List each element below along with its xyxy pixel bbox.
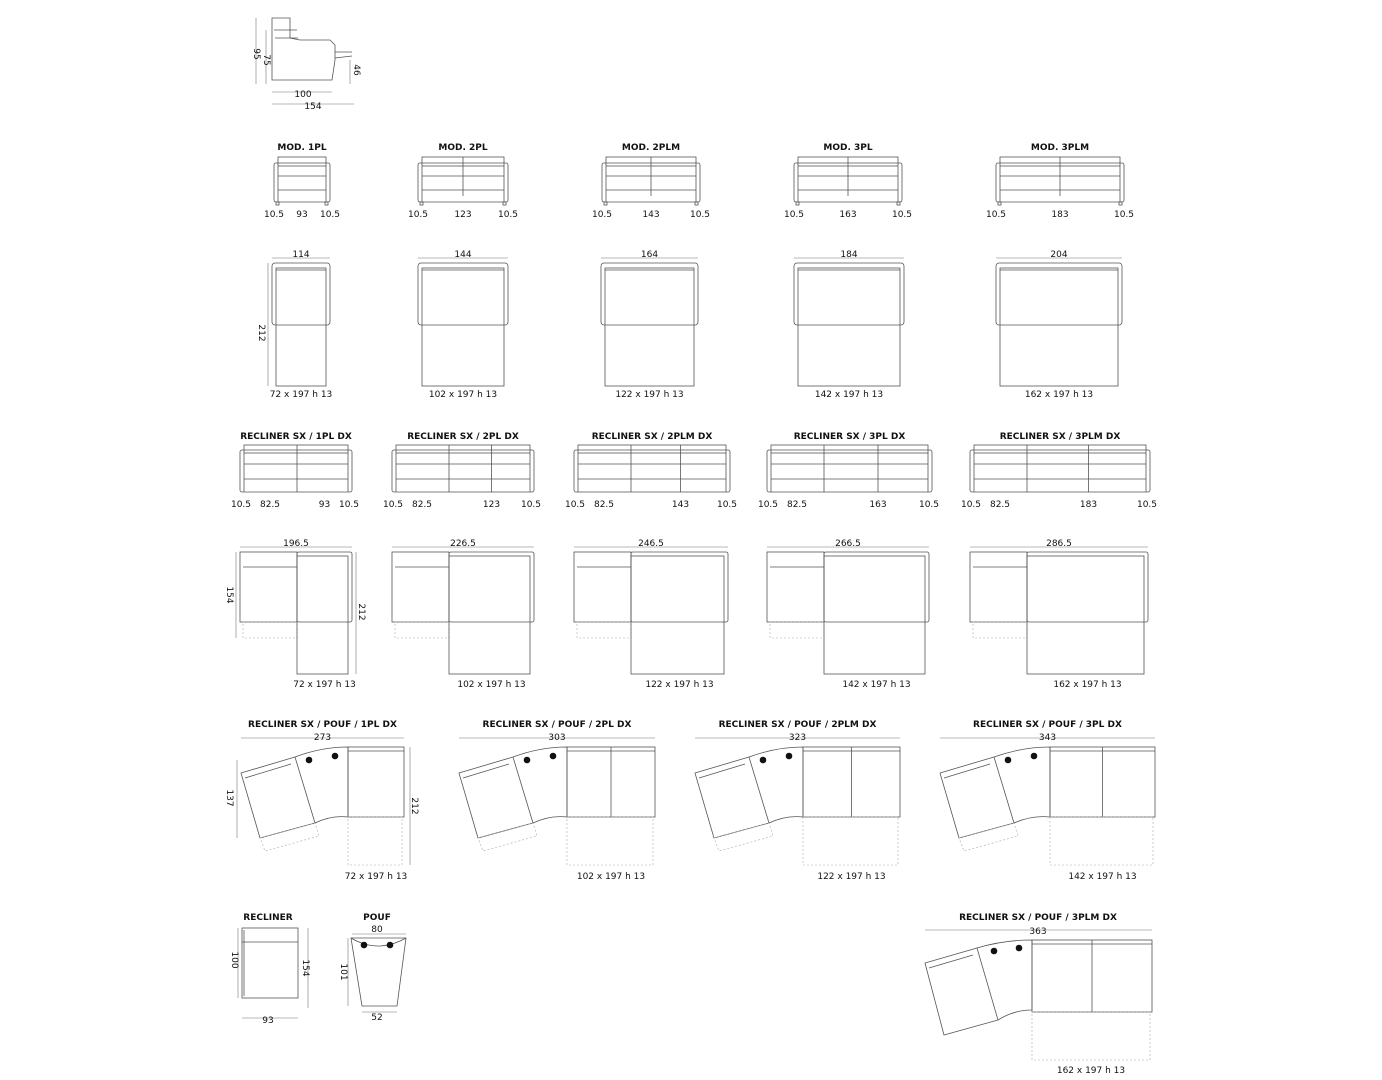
recliner-bed-mattress bbox=[631, 556, 724, 674]
big-combo-title: RECLINER SX / POUF / 3PLM DX bbox=[959, 913, 1117, 923]
recliner-bed-mattress-size: 162 x 197 h 13 bbox=[1053, 680, 1122, 690]
front-view-2 bbox=[408, 143, 518, 220]
bed-width: 144 bbox=[454, 250, 472, 260]
bed-mattress bbox=[605, 268, 694, 386]
recliner-front-5 bbox=[961, 432, 1157, 510]
big-combo-dot-left bbox=[991, 948, 998, 955]
recliner-bed-width: 286.5 bbox=[1046, 539, 1072, 549]
bed-depth: 212 bbox=[256, 324, 266, 342]
front-arm-right-width: 10.5 bbox=[497, 210, 519, 220]
recliner-front-arm-left: 10.5 bbox=[230, 500, 252, 510]
pouf-dot-right bbox=[387, 942, 394, 949]
recliner-bed-footrest bbox=[770, 622, 824, 638]
pouf-combo-mattress bbox=[1050, 817, 1153, 865]
recliner-front-title: RECLINER SX / 3PL DX bbox=[793, 432, 906, 442]
pouf-combo-mattress-size: 122 x 197 h 13 bbox=[817, 872, 886, 882]
bed-view-5 bbox=[996, 250, 1122, 400]
recliner-front-recliner-width: 82.5 bbox=[989, 500, 1011, 510]
front-view-title: MOD. 2PL bbox=[438, 143, 488, 153]
bed-frame bbox=[794, 263, 904, 325]
recliner-bed-footrest bbox=[243, 622, 297, 638]
recliner-front-2 bbox=[383, 432, 541, 510]
pouf-single-top: 80 bbox=[371, 925, 383, 935]
recliner-bed-sofa bbox=[297, 552, 352, 622]
pouf-combo-dot bbox=[1005, 757, 1012, 764]
open-bed-views-row bbox=[256, 250, 1122, 400]
recliner-front-arm-right: 10.5 bbox=[716, 500, 738, 510]
recliner-bed-row bbox=[224, 539, 1148, 690]
big-combo bbox=[925, 913, 1152, 1076]
front-seat-width: 143 bbox=[642, 210, 660, 220]
recliner-front-3 bbox=[565, 432, 737, 510]
pouf-combo-sofa bbox=[348, 747, 404, 817]
pouf-combo-mattress-size: 142 x 197 h 13 bbox=[1068, 872, 1137, 882]
bed-mattress bbox=[1000, 268, 1118, 386]
front-arm-right-width: 10.5 bbox=[319, 210, 341, 220]
recliner-single-depth-open: 154 bbox=[300, 959, 310, 977]
recliner-bed-recliner bbox=[392, 552, 449, 622]
pouf-single-title: POUF bbox=[363, 913, 391, 923]
recliner-bed-4 bbox=[767, 539, 929, 690]
front-arm-left-width: 10.5 bbox=[591, 210, 613, 220]
front-arm-left-width: 10.5 bbox=[783, 210, 805, 220]
recliner-front-seat-width: 143 bbox=[671, 500, 690, 510]
recliner-bed-mattress-size: 122 x 197 h 13 bbox=[645, 680, 714, 690]
front-view-title: MOD. 3PL bbox=[823, 143, 873, 153]
bed-width: 114 bbox=[292, 250, 310, 260]
bed-mattress bbox=[276, 268, 326, 386]
bed-width: 164 bbox=[640, 250, 659, 260]
front-arm-right-width: 10.5 bbox=[689, 210, 711, 220]
pouf-combo-mattress bbox=[348, 817, 402, 865]
big-combo-width: 363 bbox=[1029, 927, 1047, 937]
recliner-front-body bbox=[767, 450, 932, 492]
recliner-front-title: RECLINER SX / 1PL DX bbox=[240, 432, 352, 442]
bed-mattress-size: 162 x 197 h 13 bbox=[1024, 390, 1094, 400]
pouf-combo-footrest bbox=[260, 823, 319, 851]
profile-depth: 100 bbox=[294, 90, 312, 100]
pouf-combo-dot bbox=[524, 757, 531, 764]
front-view-3 bbox=[592, 143, 710, 220]
recliner-front-recliner-width: 82.5 bbox=[411, 500, 433, 510]
recliner-bed-width: 246.5 bbox=[638, 539, 664, 549]
front-view-title: MOD. 2PLM bbox=[621, 143, 681, 153]
pouf-combo-3 bbox=[695, 720, 900, 882]
front-foot bbox=[276, 202, 279, 205]
pouf-combo-title: RECLINER SX / POUF / 1PL DX bbox=[248, 720, 397, 730]
recliner-bed-recliner bbox=[970, 552, 1027, 622]
front-foot bbox=[325, 202, 328, 205]
side-profile bbox=[251, 18, 361, 112]
recliner-single-width: 93 bbox=[262, 1016, 274, 1026]
recliner-bed-sofa bbox=[824, 552, 929, 622]
recliner-front-arm-right: 10.5 bbox=[520, 500, 542, 510]
recliner-front-back bbox=[578, 445, 726, 453]
front-view-4 bbox=[784, 143, 912, 220]
pouf-combo-width: 273 bbox=[313, 733, 332, 743]
bed-frame bbox=[272, 263, 330, 325]
recliner-front-body bbox=[574, 450, 730, 492]
recliner-bed-2 bbox=[392, 539, 534, 690]
pouf-combo-dot bbox=[1031, 753, 1038, 760]
recliner-bed-5 bbox=[970, 539, 1148, 690]
recliner-bed-width: 196.5 bbox=[283, 539, 309, 549]
recliner-bed-3 bbox=[574, 539, 728, 690]
recliner-bed-mattress bbox=[449, 556, 530, 674]
front-foot bbox=[1119, 202, 1122, 205]
recliner-front-recliner-width: 82.5 bbox=[593, 500, 615, 510]
front-seat-width: 183 bbox=[1051, 210, 1069, 220]
front-view-title: MOD. 1PL bbox=[277, 143, 327, 153]
bed-mattress-size: 72 x 197 h 13 bbox=[269, 390, 333, 400]
front-seat-width: 163 bbox=[839, 210, 857, 220]
recliner-bed-recliner bbox=[240, 552, 297, 622]
pouf-combo-1 bbox=[241, 720, 407, 882]
recliner-front-arm-left: 10.5 bbox=[960, 500, 982, 510]
pouf-dot-left bbox=[361, 942, 368, 949]
recliner-front-back bbox=[244, 445, 348, 453]
bed-view-1 bbox=[270, 250, 333, 400]
recliner-single-title: RECLINER bbox=[243, 913, 293, 923]
pouf-combo-title: RECLINER SX / POUF / 2PL DX bbox=[482, 720, 632, 730]
recliner-bed-footrest bbox=[395, 622, 449, 638]
pouf-combo-title: RECLINER SX / POUF / 3PL DX bbox=[973, 720, 1122, 730]
bed-view-2 bbox=[418, 250, 508, 400]
recliner-front-row bbox=[231, 432, 1157, 510]
recliner-front-seat-width: 93 bbox=[318, 500, 331, 510]
bed-view-3 bbox=[601, 250, 698, 400]
recliner-bed-mattress bbox=[824, 556, 925, 674]
front-views-row bbox=[264, 143, 1134, 220]
recliner-bed-recliner bbox=[767, 552, 824, 622]
pouf-combo-dot bbox=[786, 753, 793, 760]
recliner-bed-depth-left: 154 bbox=[224, 586, 234, 604]
recliner-bed-sofa bbox=[631, 552, 728, 622]
bed-mattress bbox=[798, 268, 900, 386]
pouf-combo-2 bbox=[459, 720, 655, 882]
pouf-combo-row bbox=[224, 720, 1155, 882]
pouf-combo-mattress-size: 72 x 197 h 13 bbox=[344, 872, 408, 882]
front-foot bbox=[604, 202, 607, 205]
front-foot bbox=[796, 202, 799, 205]
bed-mattress bbox=[422, 268, 504, 386]
recliner-front-body bbox=[970, 450, 1150, 492]
bed-mattress-size: 122 x 197 h 13 bbox=[615, 390, 684, 400]
recliner-bed-recliner bbox=[574, 552, 631, 622]
profile-depth-open: 154 bbox=[304, 102, 322, 112]
pouf-combo-recliner-back bbox=[699, 764, 745, 778]
profile-seat-height: 46 bbox=[351, 64, 361, 76]
pouf-combo-mattress-size: 102 x 197 h 13 bbox=[576, 872, 646, 882]
recliner-bed-mattress-size: 142 x 197 h 13 bbox=[842, 680, 911, 690]
pouf-combo-footrest bbox=[478, 823, 537, 851]
bed-width: 184 bbox=[840, 250, 858, 260]
recliner-front-title: RECLINER SX / 2PL DX bbox=[407, 432, 519, 442]
front-view-5 bbox=[986, 143, 1134, 220]
recliner-bed-1 bbox=[240, 539, 356, 690]
pouf-combo-dot bbox=[760, 757, 767, 764]
recliner-bed-sofa bbox=[449, 552, 534, 622]
front-back-cushion bbox=[278, 157, 326, 166]
big-combo-mattress: 162 x 197 h 13 bbox=[1056, 1066, 1126, 1076]
pouf-combo-footrest bbox=[959, 823, 1018, 851]
recliner-front-seat-width: 183 bbox=[1079, 500, 1098, 510]
bed-view-4 bbox=[794, 250, 904, 400]
pouf-combo-dot bbox=[332, 753, 339, 760]
recliner-front-seat-width: 123 bbox=[482, 500, 501, 510]
front-foot bbox=[998, 202, 1001, 205]
front-view-1 bbox=[264, 143, 340, 220]
front-foot bbox=[420, 202, 423, 205]
recliner-bed-footrest bbox=[577, 622, 631, 638]
recliner-bed-depth-right: 212 bbox=[356, 603, 366, 621]
front-arm-right-width: 10.5 bbox=[891, 210, 913, 220]
pouf-single-depth: 101 bbox=[338, 963, 348, 981]
big-combo-dot-right bbox=[1016, 945, 1023, 952]
recliner-bed-footrest bbox=[973, 622, 1027, 638]
profile-height-back: 75 bbox=[261, 54, 271, 66]
bed-frame bbox=[601, 263, 698, 325]
pouf-combo-mattress bbox=[803, 817, 898, 865]
front-foot bbox=[897, 202, 900, 205]
pouf-combo-dot bbox=[306, 757, 313, 764]
recliner-bed-width: 266.5 bbox=[835, 539, 861, 549]
front-seat-width: 93 bbox=[296, 210, 308, 220]
recliner-front-arm-left: 10.5 bbox=[564, 500, 586, 510]
profile-height-total: 95 bbox=[251, 48, 261, 60]
recliner-front-arm-right: 10.5 bbox=[918, 500, 940, 510]
front-foot bbox=[503, 202, 506, 205]
recliner-single bbox=[229, 913, 310, 1026]
pouf-combo-title: RECLINER SX / POUF / 2PLM DX bbox=[718, 720, 877, 730]
bed-frame bbox=[418, 263, 508, 325]
bed-mattress-size: 102 x 197 h 13 bbox=[428, 390, 498, 400]
pouf-single-bottom: 52 bbox=[371, 1013, 383, 1023]
recliner-front-back bbox=[974, 445, 1146, 453]
bed-frame bbox=[996, 263, 1122, 325]
pouf-combo-footrest bbox=[714, 823, 773, 851]
front-seat-width: 123 bbox=[454, 210, 472, 220]
pouf-combo-depth-left: 137 bbox=[224, 789, 234, 807]
pouf-combo-depth-right: 212 bbox=[409, 797, 419, 815]
recliner-front-back bbox=[396, 445, 530, 453]
front-arm-left-width: 10.5 bbox=[263, 210, 285, 220]
recliner-front-arm-left: 10.5 bbox=[757, 500, 779, 510]
front-body bbox=[274, 163, 330, 202]
pouf-combo-recliner-back bbox=[463, 764, 509, 778]
pouf-combo-pouf bbox=[295, 747, 348, 823]
recliner-bed-sofa bbox=[1027, 552, 1148, 622]
recliner-bed-mattress-size: 102 x 197 h 13 bbox=[457, 680, 526, 690]
front-arm-left-width: 10.5 bbox=[407, 210, 429, 220]
recliner-front-back bbox=[771, 445, 928, 453]
pouf-combo-width: 343 bbox=[1038, 733, 1057, 743]
bed-mattress-size: 142 x 197 h 13 bbox=[814, 390, 884, 400]
recliner-front-4 bbox=[758, 432, 939, 510]
pouf-combo-recliner-back bbox=[245, 764, 291, 778]
recliner-front-1 bbox=[231, 432, 359, 510]
recliner-front-title: RECLINER SX / 2PLM DX bbox=[591, 432, 713, 442]
pouf-combo-width: 303 bbox=[548, 733, 566, 743]
recliner-front-recliner-width: 82.5 bbox=[259, 500, 281, 510]
recliner-front-body bbox=[392, 450, 534, 492]
pouf-combo-dot bbox=[550, 753, 557, 760]
recliner-single-depth: 100 bbox=[229, 951, 239, 969]
recliner-front-seat-width: 163 bbox=[869, 500, 887, 510]
recliner-bed-width: 226.5 bbox=[450, 539, 476, 549]
pouf-combo-mattress bbox=[567, 817, 653, 865]
recliner-bed-mattress-size: 72 x 197 h 13 bbox=[293, 680, 356, 690]
pouf-combo-width: 323 bbox=[788, 733, 807, 743]
recliner-bed-mattress bbox=[297, 556, 348, 674]
pouf-single bbox=[338, 913, 406, 1023]
recliner-front-recliner-width: 82.5 bbox=[786, 500, 808, 510]
pouf-combo-recliner-back bbox=[944, 764, 990, 778]
recliner-bed-mattress bbox=[1027, 556, 1144, 674]
pouf-combo-4 bbox=[940, 720, 1155, 882]
recliner-front-title: RECLINER SX / 3PLM DX bbox=[999, 432, 1121, 442]
front-view-title: MOD. 3PLM bbox=[1030, 143, 1090, 153]
recliner-front-arm-left: 10.5 bbox=[382, 500, 404, 510]
recliner-front-arm-right: 10.5 bbox=[1136, 500, 1158, 510]
front-arm-left-width: 10.5 bbox=[985, 210, 1007, 220]
bed-width: 204 bbox=[1050, 250, 1068, 260]
recliner-front-arm-right: 10.5 bbox=[338, 500, 360, 510]
front-arm-right-width: 10.5 bbox=[1113, 210, 1135, 220]
front-foot bbox=[695, 202, 698, 205]
recliner-front-body bbox=[240, 450, 352, 492]
